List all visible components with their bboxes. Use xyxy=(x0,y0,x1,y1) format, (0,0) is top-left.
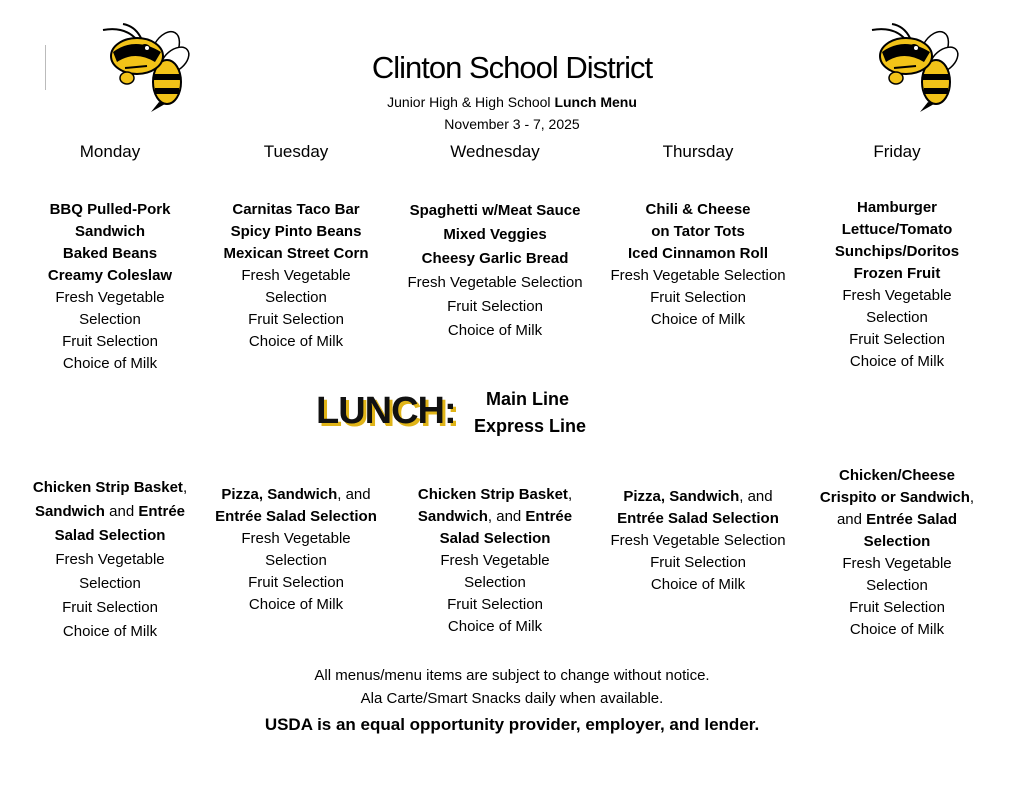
menu-item-line xyxy=(395,572,595,594)
express-line-tuesday xyxy=(196,484,396,616)
menu-item-text: Pizza, Sandwich xyxy=(221,486,338,503)
menu-item-text: , xyxy=(182,479,188,496)
menu-item-text: Sandwich xyxy=(74,223,145,240)
menu-item-text: Entrée Salad xyxy=(866,511,958,528)
subtitle xyxy=(0,94,1024,110)
menu-item-line xyxy=(10,331,210,353)
menu-item-line xyxy=(10,287,210,309)
menu-item-text: , xyxy=(969,489,975,506)
menu-item-line xyxy=(598,574,798,596)
menu-item-line xyxy=(395,271,595,295)
menu-item-text: Fruit Selection xyxy=(248,574,344,591)
day-header-friday: Friday xyxy=(873,142,921,161)
menu-item-text: Sunchips/Doritos xyxy=(834,243,960,260)
day-header-thursday: Thursday xyxy=(662,142,734,161)
menu-item-line xyxy=(10,309,210,331)
menu-item-text: Entrée xyxy=(138,503,186,520)
menu-item-text: Sandwich xyxy=(417,508,488,525)
lunch-lines xyxy=(474,386,586,440)
menu-item-text: Fruit Selection xyxy=(248,311,344,328)
lunch-banner: LUNCH: xyxy=(316,390,456,432)
menu-item-text: , and xyxy=(739,488,773,505)
menu-item-text: Entrée xyxy=(525,508,573,525)
menu-item-line xyxy=(797,531,997,553)
menu-item-line xyxy=(395,616,595,638)
menu-item-text: Choice of Milk xyxy=(650,576,746,593)
menu-item-line xyxy=(395,594,595,616)
menu-item-line xyxy=(10,572,210,596)
menu-item-line xyxy=(10,221,210,243)
menu-item-line xyxy=(598,221,798,243)
menu-item-line xyxy=(10,265,210,287)
menu-item-text: Fruit Selection xyxy=(447,298,543,315)
menu-item-line xyxy=(797,509,997,531)
menu-item-text: Fresh Vegetable xyxy=(55,551,165,568)
main-line-monday xyxy=(10,199,210,375)
express-line-monday xyxy=(10,476,210,644)
menu-item-text: Fresh Vegetable Selection xyxy=(610,532,786,549)
menu-item-text: Choice of Milk xyxy=(447,618,543,635)
menu-item-text: Choice of Milk xyxy=(62,355,158,372)
menu-item-text: , xyxy=(567,486,573,503)
menu-item-line xyxy=(395,223,595,247)
menu-item-text: Choice of Milk xyxy=(447,322,543,339)
date-range: November 3 - 7, 2025 xyxy=(444,116,580,132)
menu-item-text: Chicken/Cheese xyxy=(839,467,955,484)
menu-item-text: Cheesy Garlic Bread xyxy=(421,250,569,267)
menu-item-line xyxy=(797,263,997,285)
menu-item-text: Chili & Cheese xyxy=(645,201,751,218)
menu-item-text: Crispito or Sandwich xyxy=(819,489,970,506)
menu-item-line xyxy=(395,319,595,343)
menu-item-line xyxy=(196,550,396,572)
menu-item-text: Choice of Milk xyxy=(650,311,746,328)
menu-item-line xyxy=(797,351,997,373)
subtitle-bold: Lunch Menu xyxy=(554,94,637,110)
menu-item-text: Fruit Selection xyxy=(62,333,158,350)
menu-item-line xyxy=(10,500,210,524)
menu-item-line xyxy=(196,309,396,331)
menu-item-text: Fresh Vegetable xyxy=(241,267,351,284)
menu-item-line xyxy=(196,287,396,309)
main-line-thursday xyxy=(598,199,798,331)
menu-item-line xyxy=(797,241,997,263)
menu-item-line xyxy=(797,285,997,307)
menu-item-text: Sandwich xyxy=(34,503,105,520)
menu-item-text: Choice of Milk xyxy=(248,596,344,613)
menu-item-line xyxy=(797,597,997,619)
menu-item-line xyxy=(196,331,396,353)
menu-item-text: Carnitas Taco Bar xyxy=(232,201,360,218)
menu-item-text: Chicken Strip Basket xyxy=(32,479,183,496)
menu-item-line xyxy=(797,487,997,509)
menu-item-line xyxy=(10,476,210,500)
day-header-wednesday: Wednesday xyxy=(450,142,540,161)
menu-item-text: Fresh Vegetable xyxy=(55,289,165,306)
subtitle-text: Junior High & High School xyxy=(387,94,555,110)
menu-item-line xyxy=(598,508,798,530)
menu-item-text: Creamy Coleslaw xyxy=(47,267,173,284)
menu-item-text: Pizza, Sandwich xyxy=(623,488,740,505)
menu-item-line xyxy=(196,243,396,265)
menu-item-text: Choice of Milk xyxy=(849,353,945,370)
menu-item-line xyxy=(10,524,210,548)
menu-item-text: Entrée Salad Selection xyxy=(215,508,377,525)
menu-item-text: Chicken Strip Basket xyxy=(417,486,568,503)
menu-item-line xyxy=(196,506,396,528)
menu-item-text: Choice of Milk xyxy=(248,333,344,350)
menu-item-line xyxy=(797,307,997,329)
menu-item-line xyxy=(797,619,997,641)
menu-item-text: Selection xyxy=(464,574,526,591)
menu-item-text: Fruit Selection xyxy=(650,289,746,306)
express-line-label: Express Line xyxy=(474,416,587,436)
page-title: Clinton School District xyxy=(371,50,653,85)
footer-disclaimer: All menus/menu items are subject to change without notice. xyxy=(314,667,710,684)
menu-item-text: Salad Selection xyxy=(439,530,551,547)
main-line-tuesday xyxy=(196,199,396,353)
menu-item-line xyxy=(598,199,798,221)
menu-item-line xyxy=(395,247,595,271)
menu-item-line xyxy=(395,506,595,528)
menu-item-text: and xyxy=(104,503,139,520)
menu-item-text: Fresh Vegetable xyxy=(241,530,351,547)
menu-item-text: Choice of Milk xyxy=(849,621,945,638)
menu-item-line xyxy=(797,329,997,351)
menu-item-line xyxy=(797,197,997,219)
day-header-monday: Monday xyxy=(79,142,141,161)
menu-item-line xyxy=(10,548,210,572)
menu-item-line xyxy=(196,594,396,616)
day-header-tuesday: Tuesday xyxy=(263,142,329,161)
menu-item-line xyxy=(196,221,396,243)
menu-item-text: Fresh Vegetable xyxy=(440,552,550,569)
footer-usda: USDA is an equal opportunity provider, employer, and lender. xyxy=(264,715,760,734)
menu-item-text: Fruit Selection xyxy=(62,599,158,616)
menu-item-line xyxy=(196,528,396,550)
main-line-wednesday xyxy=(395,199,595,343)
menu-item-line xyxy=(797,553,997,575)
menu-item-text: Fruit Selection xyxy=(849,331,945,348)
menu-item-text: Mexican Street Corn xyxy=(223,245,369,262)
menu-item-line xyxy=(10,199,210,221)
menu-item-text: and xyxy=(836,511,867,528)
menu-item-text: Selection xyxy=(866,309,928,326)
main-line-label: Main Line xyxy=(486,389,570,409)
express-line-wednesday xyxy=(395,484,595,638)
menu-item-text: Fresh Vegetable Selection xyxy=(610,267,786,284)
menu-item-line xyxy=(395,484,595,506)
menu-item-text: Salad Selection xyxy=(54,527,166,544)
menu-item-text: Iced Cinnamon Roll xyxy=(627,245,768,262)
footer-ala-carte: Ala Carte/Smart Snacks daily when available. xyxy=(360,690,664,707)
menu-item-line xyxy=(10,243,210,265)
menu-item-line xyxy=(598,287,798,309)
menu-item-line xyxy=(598,265,798,287)
express-line-friday xyxy=(797,465,997,641)
menu-item-line xyxy=(10,596,210,620)
menu-item-line xyxy=(196,484,396,506)
menu-item-line xyxy=(395,550,595,572)
menu-item-text: Fruit Selection xyxy=(650,554,746,571)
menu-item-line xyxy=(598,243,798,265)
menu-item-text: Fresh Vegetable xyxy=(842,555,952,572)
menu-item-text: Entrée Salad Selection xyxy=(617,510,779,527)
menu-item-text: Frozen Fruit xyxy=(853,265,941,282)
menu-item-line xyxy=(797,465,997,487)
menu-item-text: Baked Beans xyxy=(62,245,158,262)
menu-item-line xyxy=(10,353,210,375)
menu-item-text: Fresh Vegetable xyxy=(842,287,952,304)
menu-item-text: Selection xyxy=(863,533,931,550)
menu-item-text: Lettuce/Tomato xyxy=(841,221,953,238)
menu-item-text: Selection xyxy=(79,575,141,592)
menu-item-text: Fruit Selection xyxy=(849,599,945,616)
menu-item-text: Selection xyxy=(79,311,141,328)
menu-item-text: Fresh Vegetable Selection xyxy=(407,274,583,291)
menu-item-line xyxy=(10,620,210,644)
menu-item-text: Choice of Milk xyxy=(62,623,158,640)
menu-item-text: Spicy Pinto Beans xyxy=(230,223,362,240)
menu-item-line xyxy=(395,295,595,319)
menu-item-text: on Tator Tots xyxy=(651,223,745,240)
menu-item-line xyxy=(395,528,595,550)
menu-item-line xyxy=(196,199,396,221)
menu-item-line xyxy=(395,199,595,223)
menu-item-text: Selection xyxy=(265,289,327,306)
menu-item-text: BBQ Pulled-Pork xyxy=(49,201,171,218)
menu-item-text: , and xyxy=(337,486,371,503)
menu-item-text: Hamburger xyxy=(856,199,938,216)
menu-item-line xyxy=(196,265,396,287)
main-line-friday xyxy=(797,197,997,373)
menu-item-text: Spaghetti w/Meat Sauce xyxy=(409,202,581,219)
menu-item-line xyxy=(196,572,396,594)
menu-item-line xyxy=(598,552,798,574)
menu-item-text: Selection xyxy=(866,577,928,594)
menu-item-line xyxy=(598,309,798,331)
express-line-thursday xyxy=(598,486,798,596)
menu-item-text: , and xyxy=(487,508,526,525)
menu-item-text: Mixed Veggies xyxy=(443,226,547,243)
menu-item-text: Fruit Selection xyxy=(447,596,543,613)
menu-item-text: Selection xyxy=(265,552,327,569)
menu-item-line xyxy=(598,530,798,552)
menu-item-line xyxy=(598,486,798,508)
menu-item-line xyxy=(797,219,997,241)
menu-item-line xyxy=(797,575,997,597)
